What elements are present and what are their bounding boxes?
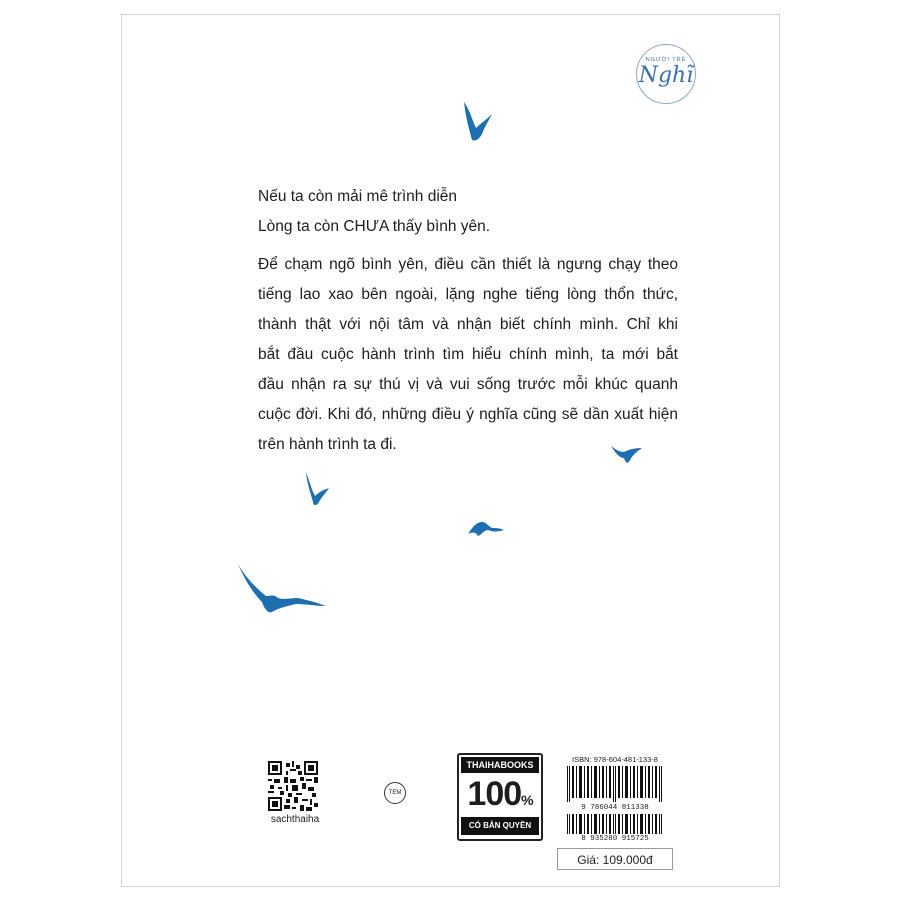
price-barcode	[563, 814, 667, 834]
bird-icon	[236, 562, 328, 618]
paragraph-line: thành thật với nội tâm và nhận biết chính mình. Chỉ khi	[258, 316, 678, 333]
bird-icon	[303, 470, 331, 508]
qr-code[interactable]	[268, 761, 318, 811]
logo-big-text: Nghĩ	[638, 63, 694, 88]
poem-line: Nếu ta còn mải mê trình diễn	[258, 188, 458, 205]
copyright-stamp	[457, 753, 543, 841]
stamp-brand: THAIHABOOKS	[461, 757, 539, 773]
price-label: Giá: 109.000đ	[557, 848, 673, 870]
stamp-number-value: 100	[467, 775, 522, 813]
paragraph-line: cuộc đời. Khi đó, những điều ý nghĩa cũng sẽ dần xuất hiện	[258, 406, 678, 423]
stamp-number	[461, 773, 539, 815]
isbn-digits: 9 786044 811338	[581, 804, 649, 812]
tem-seal: TEM	[384, 782, 406, 804]
bird-icon	[466, 518, 506, 538]
price-barcode-digits: 8 935280 915725	[581, 835, 649, 843]
qr-label: sachthaiha	[270, 814, 320, 825]
stamp-percent: %	[521, 792, 533, 808]
paragraph-line: đầu nhận ra sự thú vị và vui sống trước mỗi khúc quanh	[258, 376, 678, 393]
logo-small-text: NGƯỜI TRẺ	[645, 57, 687, 63]
isbn-barcode	[563, 766, 667, 802]
publisher-logo	[636, 44, 696, 104]
isbn-label: ISBN: 978-604-481-133-8	[572, 755, 658, 764]
poem-line: Lòng ta còn CHƯA thấy bình yên.	[258, 218, 491, 235]
poem	[258, 182, 678, 242]
blurb-paragraph	[258, 250, 678, 460]
paragraph-line: Để chạm ngõ bình yên, điều cần thiết là ngưng chạy theo	[258, 256, 678, 273]
bird-icon	[462, 100, 496, 144]
paragraph-line: tiếng lao xao bên ngoài, lặng nghe tiếng lòng thổn thức,	[258, 286, 678, 303]
paragraph-line: trên hành trình ta đi.	[258, 436, 397, 453]
paragraph-line: bắt đầu cuộc hành trình tìm hiểu chính mình, ta mới bắt	[258, 346, 678, 363]
stamp-caption: CÓ BẢN QUYỀN	[461, 817, 539, 835]
